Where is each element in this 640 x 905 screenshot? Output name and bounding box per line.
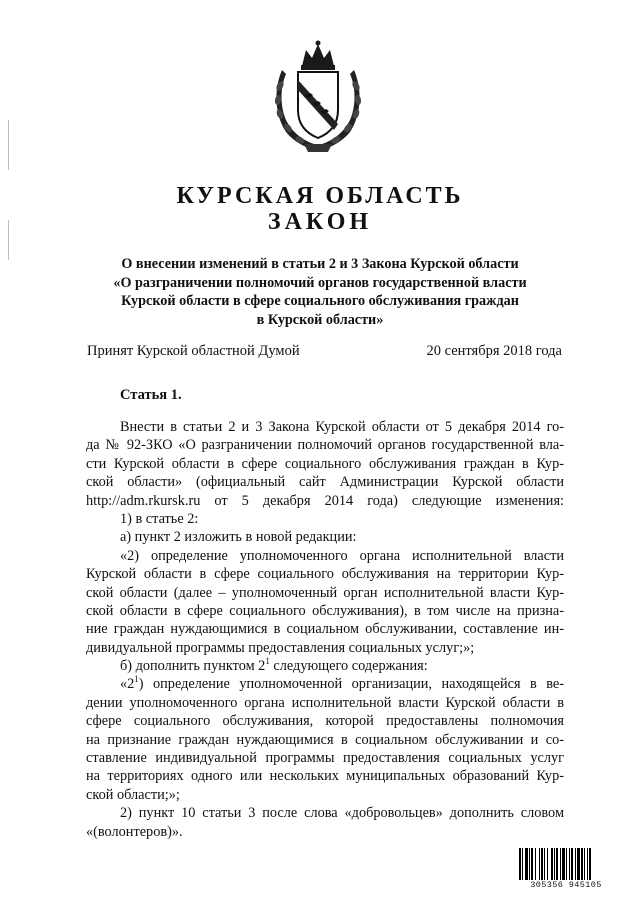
article-heading: Статья 1. xyxy=(120,387,182,403)
body-line xyxy=(86,675,564,693)
barcode-bar xyxy=(547,848,548,880)
barcode-bar xyxy=(571,848,573,880)
body-line: http://adm.rkursk.ru от 5 декабря 2014 года) следующие изменения: xyxy=(86,492,564,509)
item-text: следующего содержания: xyxy=(269,658,428,675)
barcode-bar xyxy=(551,848,553,880)
body-line: ставление индивидуальной программы предоставления социальных услуг xyxy=(86,750,564,767)
barcode-bar xyxy=(535,848,536,880)
barcode-bar xyxy=(544,848,545,880)
body-line: 2) пункт 10 статьи 3 после слова «добровольцев» дополнить словом xyxy=(120,805,564,822)
item-text: б) дополнить пунктом 2 xyxy=(120,658,266,675)
subject-line: «О разграничении полномочий органов государственной власти xyxy=(113,274,527,291)
superscript: 1 xyxy=(134,674,139,685)
barcode-number: 305356 945105 xyxy=(518,880,614,890)
body-line: ской области;»; xyxy=(86,786,180,803)
body-line: а) пункт 2 изложить в новой редакции: xyxy=(120,529,357,546)
region-title: КУРСКАЯ ОБЛАСТЬ xyxy=(176,183,464,209)
barcode-bar xyxy=(529,848,530,880)
body-line: ние граждан нуждающимися в социальном обслуживании, составление ин- xyxy=(86,621,564,638)
barcode-bar xyxy=(525,848,528,880)
barcode-bar xyxy=(554,848,555,880)
barcode-bar xyxy=(577,848,580,880)
superscript: 1 xyxy=(265,656,270,667)
body-line: 1) в статье 2: xyxy=(120,510,199,527)
barcode-bar xyxy=(560,848,561,880)
body-line: ской области (далее – уполномоченный орган исполнительной власти Кур- xyxy=(86,584,564,601)
body-line: сфере социального обслуживания, которой предоставлены полномочия xyxy=(86,713,564,730)
barcode-bar xyxy=(569,848,570,880)
body-line: ской области в сфере социального обслуживания), в том числе на призна- xyxy=(86,602,564,619)
adoption-date: 20 сентября 2018 года xyxy=(426,343,562,359)
subject-line: в Курской области» xyxy=(256,311,384,328)
subject-line: Курской области в сфере социального обслуживания граждан xyxy=(121,293,519,309)
body-line: Внести в статьи 2 и 3 Закона Курской области от 5 декабря 2014 го- xyxy=(120,419,564,435)
body-line: да № 92-ЗКО «О разграничении полномочий органов государственной вла- xyxy=(86,437,564,454)
document-type: ЗАКОН xyxy=(267,209,373,235)
barcode-bar xyxy=(519,848,521,880)
body-line: на территориях одного или нескольких муниципальных образований Кур- xyxy=(86,768,564,785)
barcode-bar xyxy=(575,848,576,880)
coat-of-arms-emblem xyxy=(268,40,368,158)
body-line xyxy=(86,657,564,675)
barcode-bar xyxy=(566,848,567,880)
barcode-bar xyxy=(581,848,583,880)
subject-line: О внесении изменений в статьи 2 и 3 Закона Курской области xyxy=(121,256,519,272)
body-line: дении уполномоченного органа исполнительной власти Курской области в xyxy=(86,694,564,711)
barcode-bar xyxy=(531,848,533,880)
body-line: сти Курской области в сфере социального обслуживания граждан в Кур- xyxy=(86,455,564,472)
law-subject xyxy=(90,255,550,329)
quote-text: «2 xyxy=(120,676,135,693)
body-line: дивидуальной программы предоставления социальных услуг;»; xyxy=(86,639,475,656)
quote-text: ) определение уполномоченной организации, находящейся в ве- xyxy=(138,676,564,693)
barcode-bar xyxy=(587,848,588,880)
barcode-bar xyxy=(562,848,565,880)
adopted-by: Принят Курской областной Думой xyxy=(87,343,300,359)
barcode-bar xyxy=(584,848,585,880)
barcode-bar xyxy=(539,848,540,880)
barcode-bar xyxy=(522,848,523,880)
body-line: ской области» (официальный сайт Администрации Курской области xyxy=(86,474,564,491)
body-line: «(волонтеров)». xyxy=(86,823,183,840)
barcode-bar xyxy=(556,848,558,880)
barcode-bar xyxy=(589,848,591,880)
body-line: на признание граждан нуждающимися в социальном обслуживании и со- xyxy=(86,731,564,748)
barcode-bar xyxy=(541,848,543,880)
scan-edge-mark xyxy=(8,120,9,170)
article-body xyxy=(86,418,564,841)
body-line: Курской области в сфере социального обслуживания на территории Кур- xyxy=(86,566,564,583)
body-line: «2) определение уполномоченного органа исполнительной власти xyxy=(120,547,564,564)
